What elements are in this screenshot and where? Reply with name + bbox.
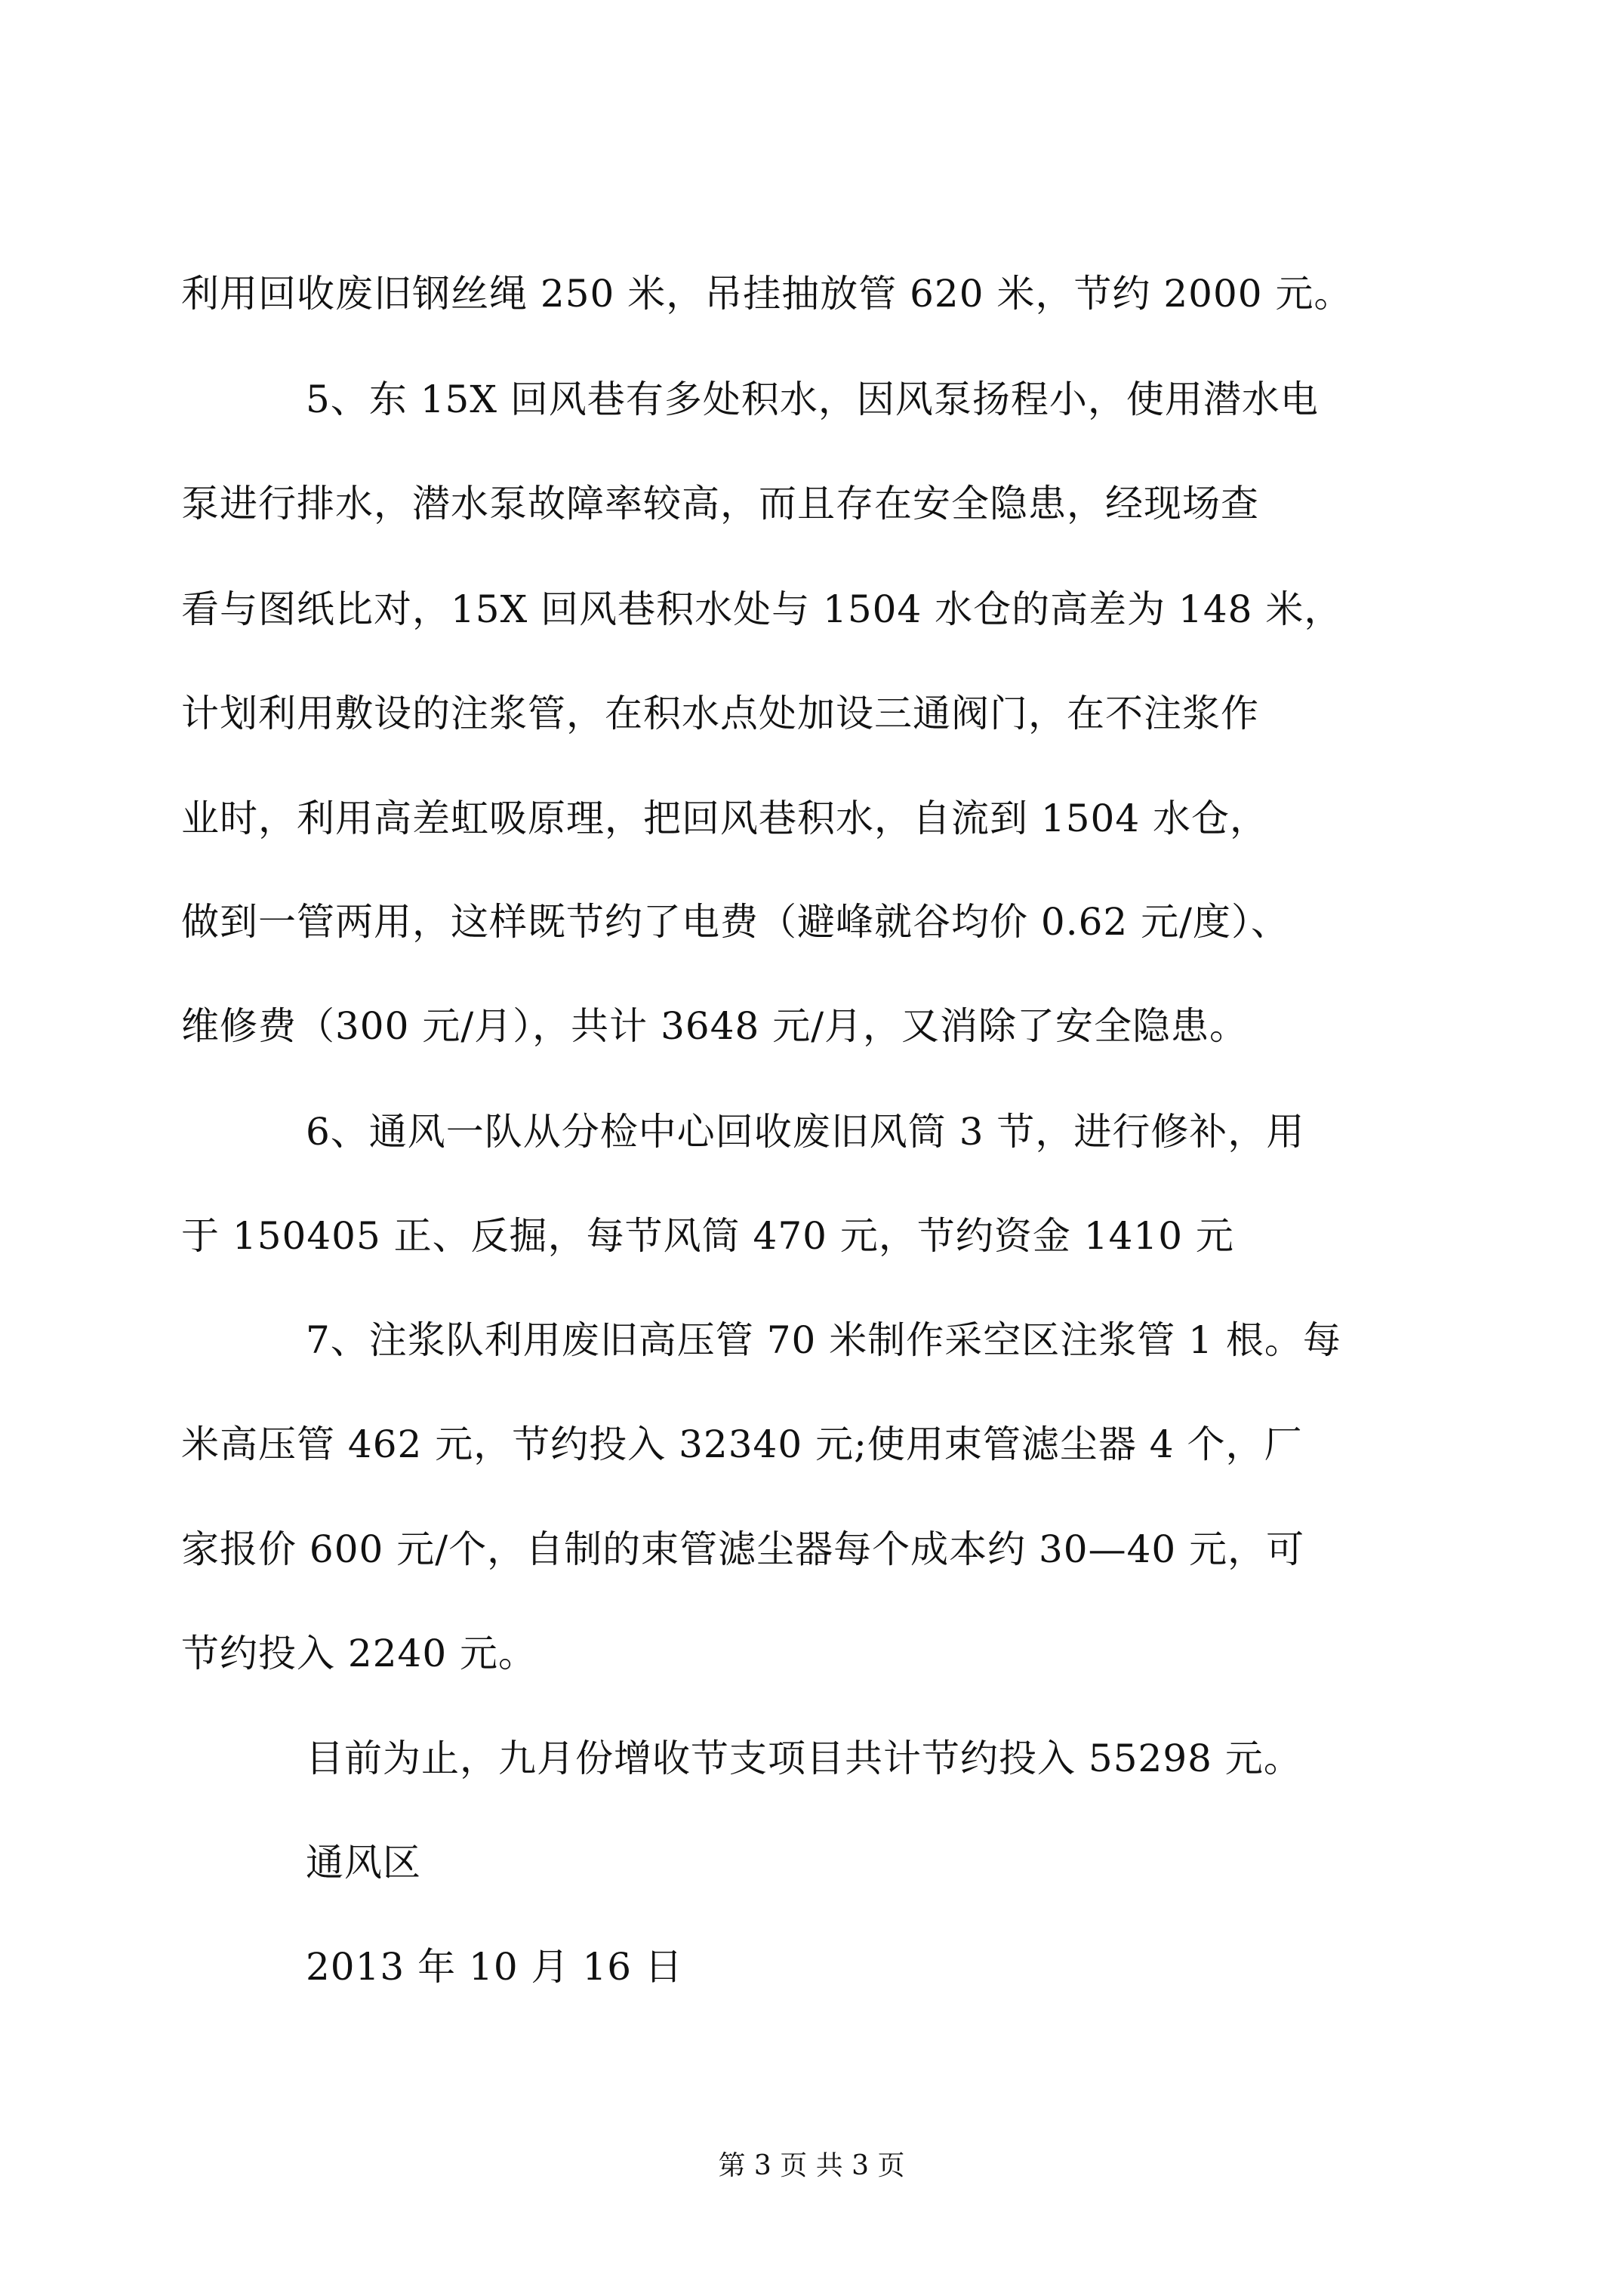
text-line: 米高压管 462 元，节约投入 32340 元;使用束管滤尘器 4 个，厂 [181, 1422, 1303, 1466]
text-line: 目前为止，九月份增收节支项目共计节约投入 55298 元。 [306, 1737, 1302, 1780]
signature-date: 2013 年 10 月 16 日 [306, 1945, 683, 1989]
text-line: 于 150405 正、反掘，每节风筒 470 元，节约资金 1410 元 [181, 1214, 1234, 1258]
text-line: 维修费（300 元/月），共计 3648 元/月，又消除了安全隐患。 [181, 1004, 1249, 1048]
text-line: 泵进行排水，潜水泵故障率较高，而且存在安全隐患，经现场查 [181, 482, 1259, 525]
signature-department: 通风区 [306, 1841, 421, 1885]
text-line: 看与图纸比对，15X 回风巷积水处与 1504 水仓的高差为 148 米， [181, 587, 1343, 631]
text-line: 节约投入 2240 元。 [181, 1632, 537, 1675]
text-line: 利用回收废旧钢丝绳 250 米，吊挂抽放管 620 米，节约 2000 元。 [181, 272, 1353, 316]
text-line: 5、东 15X 回风巷有多处积水，因风泵扬程小，使用潜水电 [306, 378, 1319, 421]
text-line: 6、通风一队从分检中心回收废旧风筒 3 节，进行修补，用 [306, 1110, 1305, 1154]
text-line: 家报价 600 元/个，自制的束管滤尘器每个成本约 30—40 元，可 [181, 1527, 1305, 1571]
text-line: 业时，利用高差虹吸原理，把回风巷积水，自流到 1504 水仓， [181, 797, 1269, 840]
text-line: 计划利用敷设的注浆管，在积水点处加设三通阀门，在不注浆作 [181, 692, 1259, 735]
text-line: 7、注浆队利用废旧高压管 70 米制作采空区注浆管 1 根。每 [306, 1318, 1341, 1362]
page-number-footer: 第 3 页 共 3 页 [718, 2150, 905, 2181]
text-line: 做到一管两用，这样既节约了电费（避峰就谷均价 0.62 元/度）、 [181, 900, 1289, 944]
